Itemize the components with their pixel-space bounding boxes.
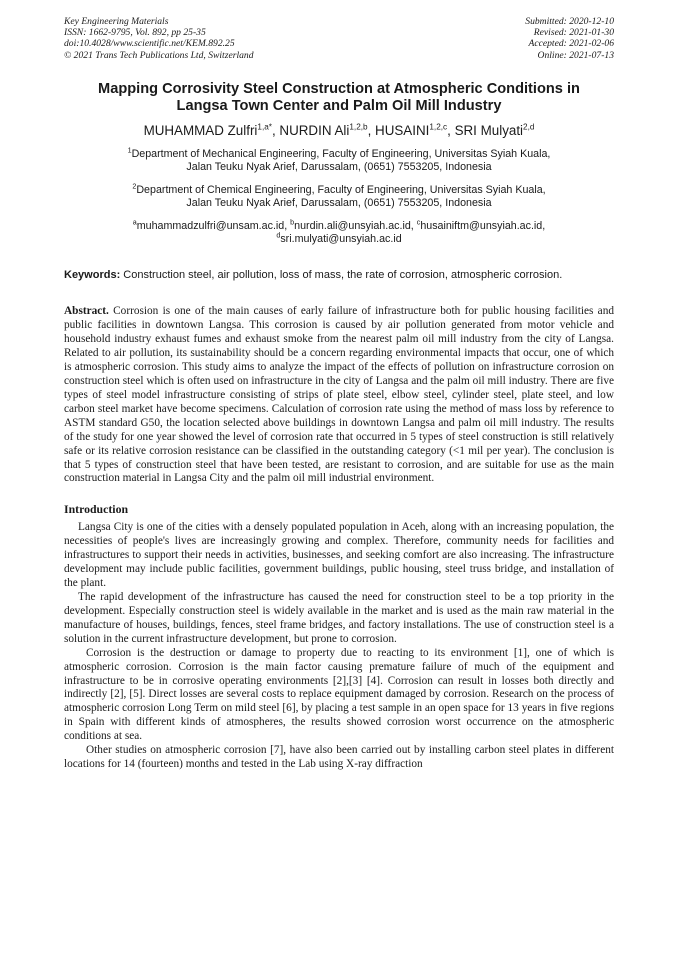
submitted-date: Submitted: 2020-12-10 [525,16,614,27]
paper-title: Mapping Corrosivity Steel Construction at Atmospheric Conditions in Langsa Town Center and Palm Oil Mill Industry [98,80,580,115]
affiliation-2: $^2$Department of Chemical Engineering, Faculty of Engineering, Universitas Syiah Kuala, Jalan Teuku Nyak Arief, Darussalam, (0651) 7553205, Indonesia [132,181,546,210]
paragraph: Langsa City is one of the cities with a densely populated population in Aceh, along with an increasing population, the necessities of people's lives are increasingly growing and complex. Therefore, community needs for facilities and infrastructures to support their needs in activities, businesses, and seeking comfort are also increasing. The infrastructure development may include public facilities, government buildings, public housing, steel truss bridge, and installation of the plant. [64,521,614,590]
journal-header [64,16,614,61]
abstract-label: Abstract. [64,305,109,318]
author: SRI Mulyati$^{2,d}$ [454,122,535,138]
journal-info [64,16,254,61]
journal-name: Key Engineering Materials [64,16,169,27]
paragraph: Corrosion is the destruction or damage to property due to reacting to its environment [1], one of which is atmospheric corrosion. Corrosion is the main factor causing premature failure of much of the equipment and infrastructure to be in corrosive operating environments [2],[3] [4]. Corrosion can result in losses both directly and indirectly [2], [5]. Direct losses are several costs to replace equipment damaged by corrosion. Research on the process of atmospheric corrosion Long Term on mild steel [6], by placing a test sample in an open space for 13 years in five regions in Spain with different kinds of atmospheres, the results showed corrosion worst occurrence on the atmospheric conditions at sea. [64,646,614,743]
author-list [64,122,614,139]
email: $^a$muhammadzulfri@unsam.ac.id, [132,217,291,232]
publication-dates [525,16,614,61]
revised-date: Revised: 2021-01-30 [533,27,614,39]
section-heading: Introduction [64,502,129,517]
keywords-label: Keywords: [64,268,121,281]
author: NURDIN Ali$^{1,2,b}$, [279,122,376,138]
email: $^b$nurdin.ali@unsyiah.ac.id, [290,217,417,232]
doi: doi:10.4028/www.scientific.net/KEM.892.25 [64,38,235,50]
copyright: © 2021 Trans Tech Publications Ltd, Switzerland [64,49,254,61]
author-emails [64,217,614,247]
paragraph: Other studies on atmospheric corrosion [7], have also been carried out by installing carbon steel plates in different locations for 14 (fourteen) months and tested in the Lab using X-ray diffraction [64,744,614,771]
email: $^d$sri.mulyati@unsyiah.ac.id [276,230,402,246]
keywords [64,269,614,283]
paragraph: The rapid development of the infrastructure has caused the need for construction steel to be a top priority in the development. Especially construction steel is widely available in the market and is used as the main raw material in the manufacture of houses, buildings, fences, steel frame bridges, and factory installations. The use of construction steel is a solution in the current infrastructure development, but prone to corrosion. [64,591,614,645]
keywords-text: Construction steel, air pollution, loss of mass, the rate of corrosion, atmospheric corrosion. [120,268,563,281]
email: $^c$husainiftm@unsyiah.ac.id, [416,217,546,232]
accepted-date: Accepted: 2021-02-06 [528,38,614,50]
author: HUSAINI$^{1,2,c}$, [375,122,455,138]
online-date: Online: 2021-07-13 [537,49,614,61]
abstract [64,305,614,486]
affiliation-1: $^1$Department of Mechanical Engineering, Faculty of Engineering, Universitas Syiah Kuala, Jalan Teuku Nyak Arief, Darussalam, (0651) 7553205, Indonesia [127,145,551,174]
abstract-text: Corrosion is one of the main causes of early failure of infrastructure both for public housing facilities and public facilities in downtown Langsa. This corrosion is caused by air pollution generated from motor vehicle and household industry exhaust fumes and exhaust smoke from the nearest palm oil mill industry from the city of Langsa. Related to air pollution, its sustainability should be a concern regarding environmental impacts that occur, one of which is atmospheric corrosion. This study aims to analyze the impact of the effects of pollution on infrastructure corrosion on construction steel which is often used on infrastructure in the city of Langsa and the palm oil mill industry. There are five types of steel model infrastructure consisting of strips of plate steel, elbow steel, cylinder steel, plate steel, and low carbon steel market have become specimens. Calculation of corrosion rate using the method of mass loss by reference to ASTM standard G50, the location selected above buildings in downtown Langsa and palm oil mill industry. The results of the study for one year showed the level of corrosion rate that occurred in 5 types of steel construction is still relatively safe or its relative corrosion resistance can be classified in the outstanding category (<1 mil per year). The conclusion is that 5 types of construction steel that have been tested, are resistant to corrosion, and are suitable for use as the main construction material in Langsa City and the palm oil mill industrial environment. [64,305,614,485]
author: MUHAMMAD Zulfri$^{1,a*}$, [143,122,280,138]
issn: ISSN: 1662-9795, Vol. 892, pp 25-35 [64,27,206,39]
